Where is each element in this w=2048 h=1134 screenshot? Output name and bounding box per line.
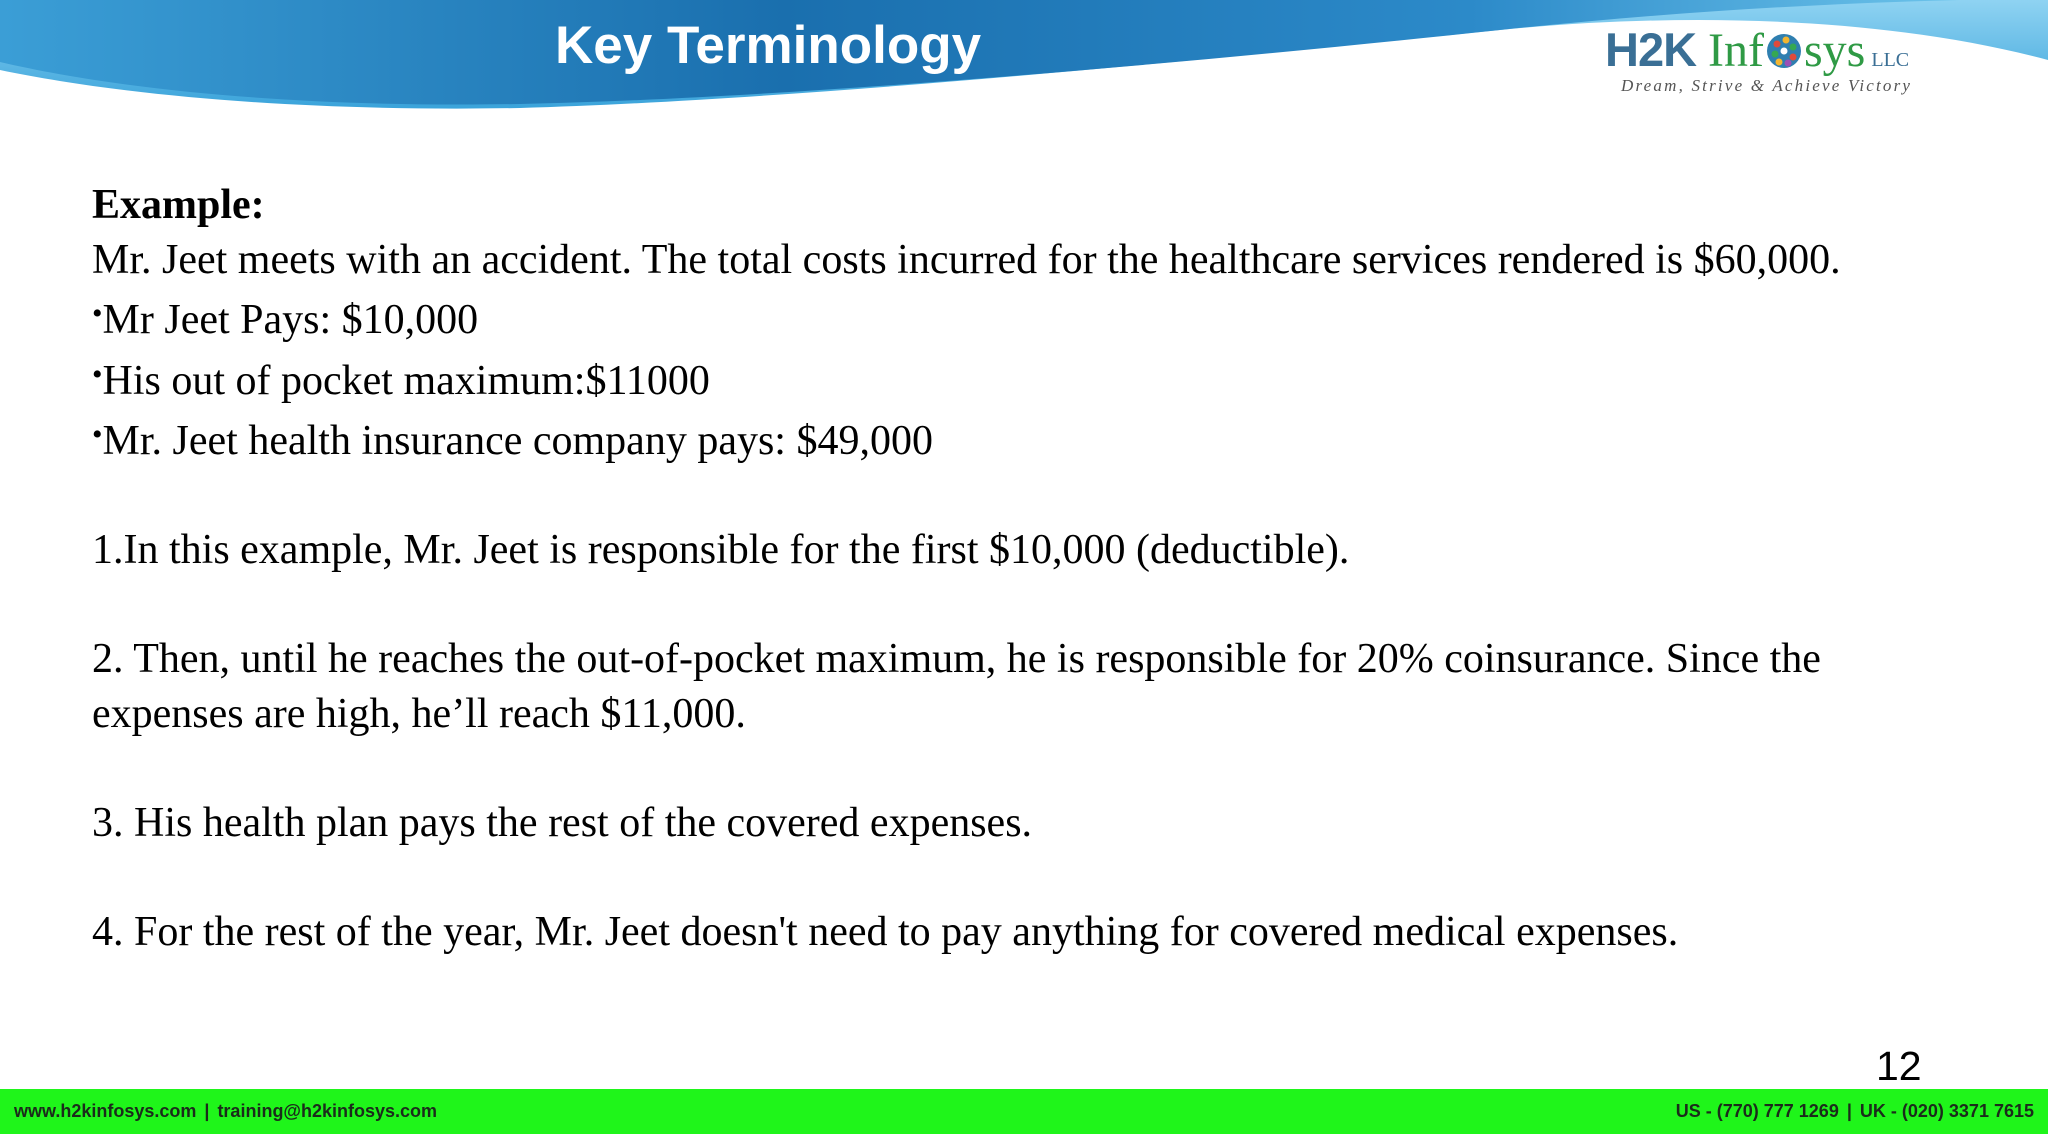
logo-brand-h2k: H2K: [1605, 23, 1697, 76]
point-4: 4. For the rest of the year, Mr. Jeet doesn't need to pay anything for covered medical expenses.: [92, 908, 1679, 955]
slide-body: [92, 178, 1972, 959]
footer-bar: [0, 1089, 2048, 1134]
point-2: 2. Then, until he reaches the out-of-pocket maximum, he is responsible for 20% coinsurance. Since the expenses are high, he’ll reach $11,000.: [92, 636, 1821, 737]
example-intro: Mr. Jeet meets with an accident. The total costs incurred for the healthcare services rendered is $60,000.: [92, 236, 1841, 283]
bullet-item: [92, 348, 1972, 409]
bullet-icon: •: [92, 297, 103, 330]
footer-contact-web: [14, 1101, 437, 1122]
bullet-icon: •: [92, 418, 103, 451]
globe-icon: [1765, 30, 1803, 72]
logo-brand-llc: LLC: [1871, 49, 1910, 71]
footer-phone-uk: UK - (020) 3371 7615: [1859, 1101, 2034, 1121]
bullet-text: Mr. Jeet health insurance company pays: $49,000: [102, 418, 933, 464]
point-3: 3. His health plan pays the rest of the covered expenses.: [92, 799, 1033, 846]
footer-website-link[interactable]: www.h2kinfosys.com: [14, 1101, 197, 1121]
bullet-item: [92, 408, 1972, 469]
bullet-icon: •: [92, 357, 103, 391]
logo-tagline: Dream, Strive & Achieve Victory: [1621, 76, 1913, 95]
footer-email-link[interactable]: training@h2kinfosys.com: [217, 1101, 438, 1121]
logo-brand-inf: Inf: [1708, 24, 1764, 77]
example-heading: Example:: [92, 182, 265, 228]
footer-contact-phone: [1676, 1101, 2034, 1122]
point-1: 1.In this example, Mr. Jeet is responsible for the first $10,000 (deductible).: [92, 527, 1350, 573]
bullet-item: [92, 287, 1972, 348]
slide-title: Key Terminology: [555, 16, 982, 75]
logo-brand-sys: sys: [1804, 24, 1866, 77]
footer-separator: |: [204, 1101, 210, 1121]
h2k-infosys-logo: [1605, 18, 2005, 108]
bullet-text: His out of pocket maximum:$11000: [102, 357, 710, 404]
bullet-text: Mr Jeet Pays: $10,000: [102, 297, 479, 343]
page-number: 12: [1876, 1043, 1922, 1089]
footer-separator: |: [1846, 1101, 1852, 1121]
footer-phone-us: US - (770) 777 1269: [1675, 1101, 1839, 1121]
